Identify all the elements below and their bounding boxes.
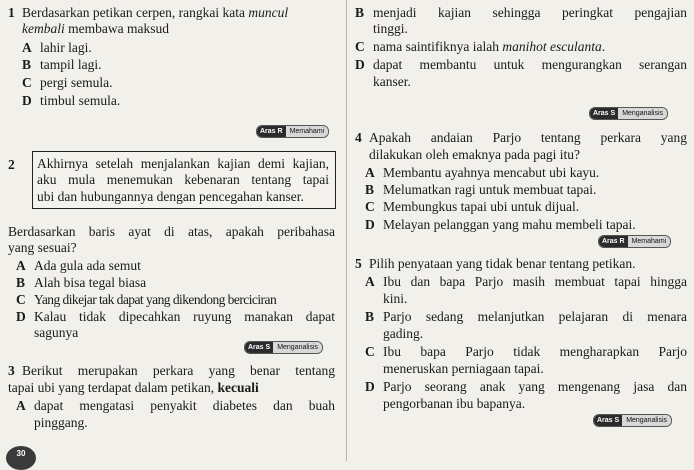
- q2-option-d-line-1[interactable]: Kalau tidak dipecahkan ruyung manakan dapat: [34, 309, 335, 324]
- badge-skill: Menganalisis: [273, 342, 322, 353]
- q2-option-b[interactable]: Alah bisa tegal biasa: [34, 275, 147, 290]
- q1-option-a-letter: A: [22, 40, 32, 55]
- q4-level-badge: [598, 235, 671, 248]
- q3-level-badge: [589, 107, 668, 120]
- question-1-stem-line-2: [22, 21, 169, 36]
- q5-option-b-line-2[interactable]: gading.: [383, 326, 424, 341]
- q4-option-c-letter: C: [365, 199, 375, 214]
- q1-option-a[interactable]: lahir lagi.: [40, 40, 92, 55]
- badge-skill: Memahami: [628, 236, 671, 247]
- q2-option-c-letter: C: [16, 292, 26, 307]
- q3-c-period: .: [601, 39, 606, 54]
- question-3-stem-line-2: [8, 380, 259, 395]
- q3-option-b-letter: B: [355, 5, 365, 20]
- q5-option-a-line-1[interactable]: Ibu dan bapa Parjo masih membuat tapai hingga: [383, 274, 687, 289]
- q4-option-a-letter: A: [365, 165, 375, 180]
- q1-stem-italic-2: kembali: [22, 21, 65, 36]
- q3-option-d-line-2[interactable]: kanser.: [373, 74, 411, 89]
- q2-level-badge: [244, 341, 323, 354]
- badge-level: Aras R: [257, 126, 286, 137]
- q5-option-b-letter: B: [365, 309, 375, 324]
- page-number: 30: [6, 446, 36, 470]
- q2-option-d-letter: D: [16, 309, 26, 324]
- question-1-number: 1: [8, 5, 15, 20]
- q3-option-b-line-1[interactable]: menjadi kajian sehingga peringkat pengajian: [373, 5, 687, 20]
- q1-stem-italic: muncul: [248, 5, 289, 20]
- q5-option-d-line-1[interactable]: Parjo seorang anak yang mengenang jasa dan: [383, 379, 687, 394]
- q1-stem-text: Berdasarkan petikan cerpen, rangkai kata: [22, 5, 249, 20]
- q3-option-b-line-2[interactable]: tinggi.: [373, 21, 408, 36]
- question-4-stem-line-2: dilakukan oleh emaknya pada pagi itu?: [369, 147, 581, 162]
- q1-option-b-letter: B: [22, 57, 32, 72]
- q5-option-c-line-1[interactable]: Ibu bapa Parjo tidak mengharapkan Parjo: [383, 344, 687, 359]
- q5-option-a-letter: A: [365, 274, 375, 289]
- q4-option-d[interactable]: Melayan pelanggan yang mahu membeli tapai.: [383, 217, 636, 232]
- q2-option-c[interactable]: Yang dikejar tak dapat yang dikendong berciciran: [34, 292, 277, 307]
- question-4-number: 4: [355, 130, 362, 145]
- question-2-stem-line-1: Berdasarkan baris ayat di atas, apakah peribahasa: [8, 224, 335, 239]
- q1-option-c[interactable]: pergi semula.: [40, 75, 113, 90]
- q3-option-d-letter: D: [355, 57, 365, 72]
- q3-option-d-line-1[interactable]: dapat membantu untuk mengurangkan serangan: [373, 57, 687, 72]
- q3-c-text: nama saintifiknya ialah: [373, 39, 503, 54]
- q1-option-c-letter: C: [22, 75, 32, 90]
- q1-level-badge: [256, 125, 329, 138]
- q1-option-b[interactable]: tampil lagi.: [40, 57, 102, 72]
- q5-option-a-line-2[interactable]: kini.: [383, 291, 408, 306]
- question-2-stem-line-2: yang sesuai?: [8, 240, 77, 255]
- q1-stem-text-2: membawa maksud: [64, 21, 169, 36]
- q3-option-a-line-1[interactable]: dapat mengatasi penyakit diabetes dan buah: [34, 398, 335, 413]
- q5-option-d-line-2[interactable]: pengorbanan ibu bapanya.: [383, 396, 526, 411]
- badge-level: Aras S: [594, 415, 622, 426]
- q3-stem-text: tapai ubi yang terdapat dalam petikan,: [8, 380, 218, 395]
- q3-option-c[interactable]: [373, 39, 605, 54]
- question-4-stem-line-1: Apakah andaian Parjo tentang perkara yang: [369, 130, 687, 145]
- badge-skill: Menganalisis: [618, 108, 667, 119]
- question-5-number: 5: [355, 256, 362, 271]
- quote-line-3: ubi dan hubungannya dengan pencegahan kanser.: [37, 189, 304, 204]
- q4-option-c[interactable]: Membungkus tapai ubi untuk dijual.: [383, 199, 580, 214]
- q5-option-c-letter: C: [365, 344, 375, 359]
- q2-option-d-line-2[interactable]: sagunya: [34, 325, 79, 340]
- q5-level-badge: [593, 414, 672, 427]
- question-3-number: 3: [8, 363, 15, 378]
- q3-option-c-letter: C: [355, 39, 365, 54]
- q4-option-a[interactable]: Membantu ayahnya mencabut ubi kayu.: [383, 165, 600, 180]
- badge-level: Aras S: [590, 108, 618, 119]
- question-5-stem: Pilih penyataan yang tidak benar tentang petikan.: [369, 256, 636, 271]
- question-2-number: 2: [8, 157, 15, 172]
- badge-level: Aras R: [599, 236, 628, 247]
- q4-option-d-letter: D: [365, 217, 375, 232]
- q1-option-d-letter: D: [22, 93, 32, 108]
- q2-option-a-letter: A: [16, 258, 26, 273]
- badge-skill: Menganalisis: [622, 415, 671, 426]
- q3-option-a-letter: A: [16, 398, 26, 413]
- q2-option-a[interactable]: Ada gula ada semut: [34, 258, 141, 273]
- q1-option-d[interactable]: timbul semula.: [40, 93, 121, 108]
- q3-option-a-line-2[interactable]: pinggang.: [34, 415, 88, 430]
- q5-option-d-letter: D: [365, 379, 375, 394]
- q4-option-b[interactable]: Melumatkan ragi untuk membuat tapai.: [383, 182, 597, 197]
- q5-option-c-line-2[interactable]: meneruskan perniagaan tapai.: [383, 361, 544, 376]
- q3-c-italic: manihot esculanta: [502, 39, 602, 54]
- q4-option-b-letter: B: [365, 182, 375, 197]
- quote-line-2: aku mula menemukan kebenaran tentang tapai: [37, 172, 329, 187]
- column-divider: [346, 0, 347, 461]
- question-1-stem-line-1: [22, 5, 288, 20]
- badge-skill: Memahami: [286, 126, 329, 137]
- question-3-stem-line-1: Berikut merupakan perkara yang benar tentang: [22, 363, 335, 378]
- q5-option-b-line-1[interactable]: Parjo sedang melanjutkan pelajaran di menara: [383, 309, 687, 324]
- q2-option-b-letter: B: [16, 275, 26, 290]
- q3-stem-bold: kecuali: [217, 380, 259, 395]
- quote-line-1: Akhirnya setelah menjalankan kajian demi kajian,: [37, 156, 329, 171]
- badge-level: Aras S: [245, 342, 273, 353]
